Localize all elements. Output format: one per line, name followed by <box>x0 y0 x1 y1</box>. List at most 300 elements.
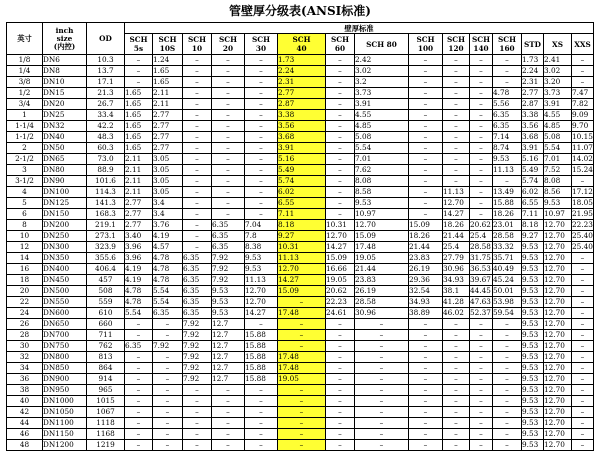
table-cell: – <box>355 440 409 451</box>
table-cell: 38.89 <box>409 308 443 319</box>
table-cell: – <box>443 418 470 429</box>
table-cell: 88.9 <box>87 165 125 176</box>
table-cell: – <box>183 143 212 154</box>
table-cell: 4.78 <box>493 88 522 99</box>
table-cell: DN850 <box>43 363 87 374</box>
table-cell: – <box>409 77 443 88</box>
table-cell: 17.12 <box>572 187 593 196</box>
table-cell: 15.88 <box>245 330 278 341</box>
table-cell: – <box>125 429 153 440</box>
table-cell: DN1100 <box>43 418 87 429</box>
table-cell: 46.02 <box>443 308 470 319</box>
table-cell: 2.77 <box>153 143 183 154</box>
table-cell: 7.01 <box>544 154 572 165</box>
table-cell: 12.70 <box>544 242 572 253</box>
table-cell: 8 <box>7 220 43 231</box>
table-cell: 30.96 <box>355 308 409 319</box>
table-cell: – <box>245 198 278 209</box>
table-cell: – <box>493 440 522 451</box>
table-cell: – <box>125 385 153 396</box>
table-cell: DN80 <box>43 165 87 176</box>
table-cell: 48 <box>7 440 43 451</box>
table-cell: 27.79 <box>443 253 470 264</box>
table-cell: – <box>355 330 409 341</box>
table-cell: – <box>443 407 470 418</box>
table-cell: 2.31 <box>522 77 544 88</box>
table-cell: – <box>572 352 594 363</box>
table-cell: – <box>212 198 245 209</box>
table-cell: 1067 <box>87 407 125 418</box>
table-cell: – <box>409 165 443 176</box>
table-row <box>7 341 594 352</box>
table-cell: – <box>470 154 493 165</box>
table-cell: 9.27 <box>278 231 326 242</box>
table-cell: – <box>212 396 245 407</box>
table-cell: 12.70 <box>544 385 572 396</box>
table-cell: 15.09 <box>409 220 443 231</box>
table-cell: – <box>493 319 522 330</box>
table-cell: 2.31 <box>278 77 326 88</box>
table-cell: 2.77 <box>522 88 544 99</box>
table-cell: 6.35 <box>183 297 212 308</box>
table-cell: 36.53 <box>470 264 491 273</box>
table-cell: 864 <box>87 363 125 374</box>
table-cell: – <box>326 55 355 66</box>
table-cell: – <box>409 407 443 418</box>
table-cell: 4.19 <box>125 264 153 275</box>
table-cell: – <box>326 121 355 132</box>
table-cell: 711 <box>87 330 125 341</box>
table-cell: 1.65 <box>125 88 153 99</box>
table-cell: – <box>245 385 278 396</box>
table-cell: – <box>245 187 278 198</box>
table-cell: 5.54 <box>153 297 183 308</box>
header-sch-6: SCH 60 <box>326 34 355 55</box>
table-cell: – <box>183 154 212 165</box>
header-sch-14: XXS <box>572 34 594 55</box>
table-cell: 3.4 <box>153 209 183 220</box>
table-cell: – <box>572 176 594 187</box>
table-cell: – <box>212 77 245 88</box>
table-cell: 2.24 <box>522 66 544 77</box>
table-cell: 16 <box>7 264 43 275</box>
table-cell: – <box>326 176 355 187</box>
table-cell: 457 <box>87 275 125 286</box>
table-cell: – <box>212 209 245 220</box>
table-cell: 12.7 <box>212 363 245 374</box>
table-cell: – <box>355 385 409 396</box>
table-cell: – <box>245 99 278 110</box>
table-cell: 15.09 <box>278 286 326 297</box>
table-cell: – <box>125 319 153 330</box>
table-cell: 2.41 <box>544 55 572 66</box>
header-sch-10: SCH 140 <box>470 34 493 55</box>
table-cell: – <box>212 440 245 451</box>
table-cell: 8.18 <box>522 220 544 231</box>
table-cell: 20 <box>7 286 43 297</box>
table-cell: – <box>470 330 493 341</box>
table-cell: 12.70 <box>544 220 572 231</box>
table-cell: 12.70 <box>544 374 572 385</box>
table-cell: – <box>355 374 409 385</box>
table-row <box>7 330 594 341</box>
table-cell: 10.31 <box>278 242 326 253</box>
table-cell: 7.47 <box>572 88 594 99</box>
table-cell: 9.53 <box>522 319 544 330</box>
table-cell: 14.27 <box>245 308 278 319</box>
table-cell: DN50 <box>43 143 87 154</box>
table-cell: DN750 <box>43 341 87 352</box>
table-cell: 7.92 <box>183 330 212 341</box>
table-row <box>7 231 594 242</box>
table-cell: 12.7 <box>212 374 245 385</box>
table-cell: – <box>443 352 470 363</box>
table-cell: 1-1/4 <box>7 121 43 132</box>
table-cell: – <box>470 143 493 154</box>
table-cell: – <box>470 209 493 220</box>
table-cell: – <box>125 55 153 66</box>
table-cell: DN15 <box>43 88 87 99</box>
table-cell: – <box>493 55 522 66</box>
table-cell: – <box>470 198 493 209</box>
table-cell: 1 <box>7 110 43 121</box>
table-cell: – <box>326 396 355 407</box>
table-cell: 34.93 <box>409 297 443 308</box>
table-cell: 7.8 <box>245 231 278 242</box>
table-cell: – <box>212 154 245 165</box>
table-cell: 3.4 <box>153 198 183 209</box>
table-cell: – <box>212 132 245 143</box>
table-cell: – <box>493 396 522 407</box>
table-cell: – <box>493 363 522 374</box>
table-cell: 914 <box>87 374 125 385</box>
table-cell: 17.1 <box>87 77 125 88</box>
table-row <box>7 187 594 198</box>
table-cell: 10.97 <box>355 209 409 220</box>
table-cell: 20.62 <box>326 286 355 297</box>
table-cell: 4.85 <box>355 121 409 132</box>
table-cell: 6.55 <box>278 198 326 209</box>
table-cell: – <box>572 330 594 341</box>
table-cell: 1/2 <box>7 88 43 99</box>
table-cell: 2.77 <box>278 88 326 99</box>
table-cell: 9.53 <box>245 264 278 275</box>
table-cell: 2.42 <box>355 55 409 66</box>
table-row <box>7 319 594 330</box>
table-cell: – <box>125 407 153 418</box>
table-cell: – <box>409 143 443 154</box>
table-cell: 323.9 <box>87 242 125 253</box>
table-cell: 12.70 <box>326 231 355 242</box>
table-cell: – <box>326 429 355 440</box>
table-row <box>7 121 594 132</box>
table-cell: – <box>183 198 212 209</box>
table-cell: – <box>443 110 470 121</box>
table-cell: – <box>153 330 183 341</box>
table-cell: – <box>326 374 355 385</box>
table-cell: 965 <box>87 385 125 396</box>
table-cell: 23.83 <box>355 275 409 286</box>
header-wall-standard: 壁厚标准 <box>125 23 594 34</box>
table-cell: 3.56 <box>522 121 544 132</box>
table-row <box>7 407 594 418</box>
table-cell: 1.65 <box>153 66 183 77</box>
table-cell: 12.70 <box>544 352 572 363</box>
table-cell: 9.53 <box>522 385 544 396</box>
table-row <box>7 132 594 143</box>
table-cell: 2.77 <box>153 110 183 121</box>
table-cell: – <box>326 99 355 110</box>
table-cell: 660 <box>87 319 125 330</box>
table-cell: 7.14 <box>493 132 522 143</box>
table-row <box>7 66 594 77</box>
table-cell: 24.61 <box>326 308 355 319</box>
pipe-schedule-table <box>6 22 594 451</box>
table-cell: – <box>572 385 594 396</box>
table-cell: 29.36 <box>409 275 443 286</box>
table-cell: 11.13 <box>278 253 326 264</box>
table-row <box>7 77 594 88</box>
table-cell: – <box>125 66 153 77</box>
table-cell: 20.62 <box>470 220 491 229</box>
table-cell: 1.65 <box>125 132 153 143</box>
table-cell: 6.35 <box>183 264 212 275</box>
table-cell: 6.35 <box>153 308 183 319</box>
table-cell: – <box>470 110 493 121</box>
table-cell: 1219 <box>87 440 125 451</box>
table-cell: 19.05 <box>355 253 409 264</box>
table-cell: – <box>125 374 153 385</box>
table-cell: 38 <box>7 385 43 396</box>
table-cell: DN300 <box>43 242 87 253</box>
table-cell: – <box>355 319 409 330</box>
table-cell: – <box>409 330 443 341</box>
table-cell: – <box>326 132 355 143</box>
table-cell: 15.24 <box>572 165 593 174</box>
table-cell: 10.15 <box>572 132 593 141</box>
table-cell: 5.49 <box>522 165 544 176</box>
table-cell: – <box>493 66 522 77</box>
table-cell: DN90 <box>43 176 87 187</box>
table-cell: 7.52 <box>544 165 572 176</box>
table-cell: DN1050 <box>43 407 87 418</box>
header-inch-size <box>43 23 87 55</box>
table-cell: – <box>278 385 326 396</box>
table-cell: – <box>278 407 326 418</box>
header-sch-5: SCH 40 <box>278 34 326 55</box>
table-cell: 15.88 <box>493 198 522 209</box>
table-cell: 18.26 <box>409 231 443 242</box>
table-cell: 73.0 <box>87 154 125 165</box>
table-cell: – <box>443 341 470 352</box>
table-cell: 1.65 <box>125 121 153 132</box>
table-cell: – <box>443 385 470 396</box>
table-cell: 3.91 <box>522 143 544 154</box>
table-cell: 25.4 <box>470 231 493 242</box>
table-cell: – <box>572 341 594 352</box>
table-cell: 3.02 <box>544 66 572 77</box>
table-cell: DN32 <box>43 121 87 132</box>
table-cell: – <box>326 385 355 396</box>
table-cell: 10 <box>7 231 43 242</box>
table-cell: 14 <box>7 253 43 264</box>
table-cell: – <box>326 77 355 88</box>
table-cell: 6.35 <box>493 110 522 121</box>
table-cell: 4.78 <box>125 286 153 297</box>
table-cell: – <box>326 143 355 154</box>
table-cell: DN10 <box>43 77 87 88</box>
table-cell: 5.08 <box>544 132 572 143</box>
table-cell: – <box>326 165 355 176</box>
table-cell: DN950 <box>43 385 87 396</box>
table-cell: 2.77 <box>125 220 153 231</box>
table-cell: 28 <box>7 330 43 341</box>
table-cell: – <box>470 418 493 429</box>
table-cell: 7.92 <box>153 341 183 352</box>
table-cell: 19.05 <box>326 275 355 286</box>
table-cell: – <box>245 209 278 220</box>
table-cell: – <box>443 121 470 132</box>
table-cell: 2.87 <box>278 99 326 110</box>
table-cell: 7.01 <box>355 154 409 165</box>
table-cell: – <box>245 407 278 418</box>
table-cell: – <box>125 352 153 363</box>
table-cell: 9.53 <box>522 440 544 451</box>
table-cell: 10.31 <box>326 220 355 231</box>
table-cell: – <box>153 352 183 363</box>
table-cell: 38.1 <box>443 286 470 297</box>
table-cell: – <box>355 341 409 352</box>
table-cell: 2.11 <box>125 154 153 165</box>
table-cell: 17.48 <box>278 352 326 363</box>
table-cell: – <box>470 385 493 396</box>
table-row <box>7 165 594 176</box>
table-cell: 21.95 <box>572 209 593 218</box>
table-cell: – <box>183 209 212 220</box>
table-cell: 12.70 <box>544 253 572 264</box>
table-row <box>7 110 594 121</box>
table-cell: 12.70 <box>245 286 278 297</box>
table-cell: 5.54 <box>125 308 153 319</box>
table-cell: 7.92 <box>183 319 212 330</box>
table-cell: 53.98 <box>493 297 522 308</box>
table-row <box>7 253 594 264</box>
table-cell: 21.44 <box>355 264 409 275</box>
table-cell: – <box>470 374 493 385</box>
table-cell: 35.71 <box>493 253 522 264</box>
table-cell: 219.1 <box>87 220 125 231</box>
table-cell: – <box>183 440 212 451</box>
table-cell: – <box>183 132 212 143</box>
table-row <box>7 418 594 429</box>
table-cell: – <box>493 385 522 396</box>
table-cell: DN1000 <box>43 396 87 407</box>
table-cell: 12.70 <box>544 264 572 275</box>
table-cell: 12.70 <box>544 297 572 308</box>
table-cell: – <box>278 429 326 440</box>
table-cell: 23.83 <box>409 253 443 264</box>
table-cell: – <box>245 165 278 176</box>
table-cell: DN550 <box>43 297 87 308</box>
table-cell: – <box>409 176 443 187</box>
table-cell: 7.92 <box>212 253 245 264</box>
table-cell: – <box>443 143 470 154</box>
table-cell: 2.77 <box>153 121 183 132</box>
table-cell: 6.35 <box>212 220 245 231</box>
table-cell: – <box>183 231 212 242</box>
table-cell: 9.53 <box>522 407 544 418</box>
table-cell: – <box>212 407 245 418</box>
table-cell: – <box>245 440 278 451</box>
table-cell: 12 <box>7 242 43 253</box>
table-cell: DN700 <box>43 330 87 341</box>
table-cell: – <box>409 198 443 209</box>
table-cell: – <box>278 330 326 341</box>
table-row <box>7 374 594 385</box>
table-cell: 168.3 <box>87 209 125 220</box>
table-cell: 3.73 <box>544 88 572 99</box>
table-cell: 4.55 <box>355 110 409 121</box>
table-cell: – <box>125 363 153 374</box>
table-cell: 36 <box>7 374 43 385</box>
table-cell: DN1200 <box>43 440 87 451</box>
table-cell: 22.23 <box>572 220 593 229</box>
table-cell: 7.62 <box>355 165 409 176</box>
table-cell: – <box>183 242 212 253</box>
table-cell: 15.09 <box>355 231 409 242</box>
table-row <box>7 198 594 209</box>
table-cell: 22.23 <box>326 297 355 308</box>
table-cell: – <box>245 132 278 143</box>
table-cell: 12.70 <box>544 319 572 330</box>
table-cell: 4.19 <box>125 275 153 286</box>
table-cell: – <box>212 165 245 176</box>
table-cell: – <box>572 253 594 264</box>
table-cell: – <box>183 165 212 176</box>
table-cell: – <box>443 440 470 451</box>
table-cell: – <box>183 55 212 66</box>
table-cell: – <box>326 110 355 121</box>
table-cell: 7.92 <box>183 363 212 374</box>
table-cell: 31.75 <box>470 253 491 262</box>
table-cell: – <box>443 396 470 407</box>
table-cell: 3.38 <box>278 110 326 121</box>
table-cell: 4 <box>7 187 43 198</box>
table-cell: – <box>212 88 245 99</box>
table-cell: – <box>470 165 493 176</box>
table-cell: – <box>493 77 522 88</box>
table-cell: 2.87 <box>522 99 544 110</box>
table-cell: 21.44 <box>409 242 443 253</box>
table-cell: – <box>443 176 470 187</box>
table-cell: 4.78 <box>153 264 183 275</box>
table-cell: DN100 <box>43 187 87 198</box>
table-cell: – <box>326 88 355 99</box>
table-cell: DN65 <box>43 154 87 165</box>
table-cell: DN400 <box>43 264 87 275</box>
table-row <box>7 242 594 253</box>
table-cell: 4.55 <box>544 110 572 121</box>
table-cell: DN20 <box>43 99 87 110</box>
table-cell: 48.3 <box>87 132 125 143</box>
table-cell: – <box>355 429 409 440</box>
table-cell: 3.38 <box>522 110 544 121</box>
table-cell: 8.18 <box>278 220 326 231</box>
table-cell: 28.58 <box>493 231 522 242</box>
table-cell: DN200 <box>43 220 87 231</box>
header-sch-12: STD <box>522 34 544 55</box>
table-cell: 28.58 <box>470 242 491 251</box>
